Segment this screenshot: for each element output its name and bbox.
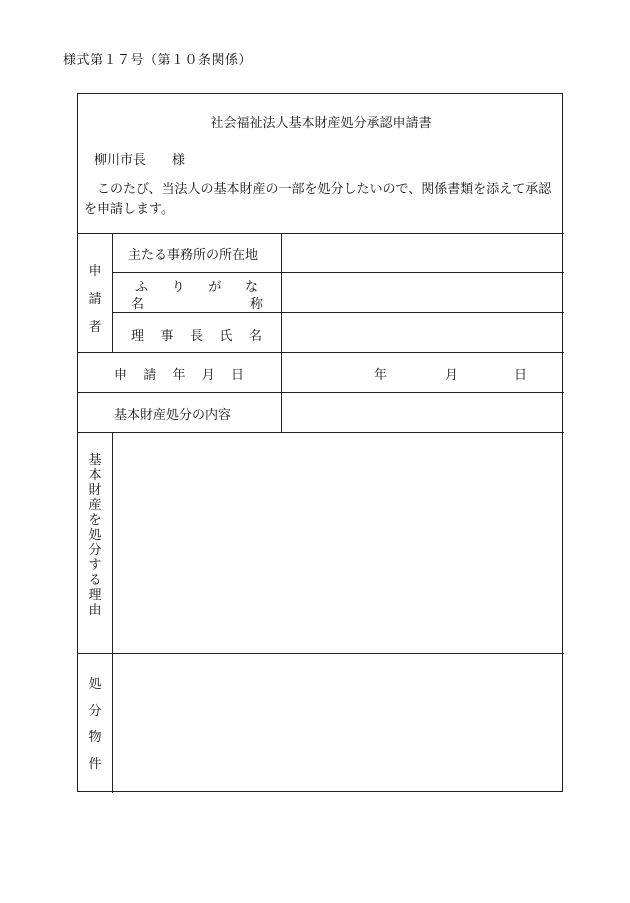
form-title: 社会福祉法人基本財産処分承認申請書	[210, 116, 432, 131]
director-name-label: 理 事 長 氏 名	[131, 329, 262, 344]
date-year-marker: 年	[374, 368, 388, 383]
disposal-content-field[interactable]	[282, 393, 563, 431]
applicant-group-label: 申 請 者	[88, 264, 102, 335]
date-day-marker: 日	[514, 368, 528, 383]
office-location-label: 主たる事務所の所在地	[128, 248, 259, 263]
disposal-content-label: 基本財産処分の内容	[114, 408, 232, 423]
left-label-column-line	[112, 233, 113, 352]
office-location-field[interactable]	[282, 234, 563, 272]
application-form	[77, 93, 563, 792]
disposal-reason-field[interactable]	[113, 433, 563, 652]
addressee: 柳川市長 様	[94, 153, 186, 168]
applicant-bottom-divider	[78, 352, 564, 353]
disposal-reason-label: 基 本 財 産 を 処 分 す る 理 由	[88, 453, 102, 618]
furigana-label: ふ り が な	[135, 280, 258, 295]
director-name-field[interactable]	[282, 313, 563, 351]
application-statement: このたび、当法人の基本財産の一部を処分したいので、関係書類を添えて承認を申請します。	[84, 182, 552, 217]
application-date-label: 申 請 年 月 日	[114, 368, 244, 383]
disposal-property-label: 処 分 物 件	[88, 677, 102, 773]
disposal-property-field[interactable]	[113, 654, 563, 792]
date-month-marker: 月	[445, 368, 459, 383]
organization-name-field[interactable]	[282, 273, 563, 311]
organization-name-label: 名 称	[131, 297, 263, 312]
form-number: 様式第１７号（第１０条関係）	[63, 53, 253, 68]
